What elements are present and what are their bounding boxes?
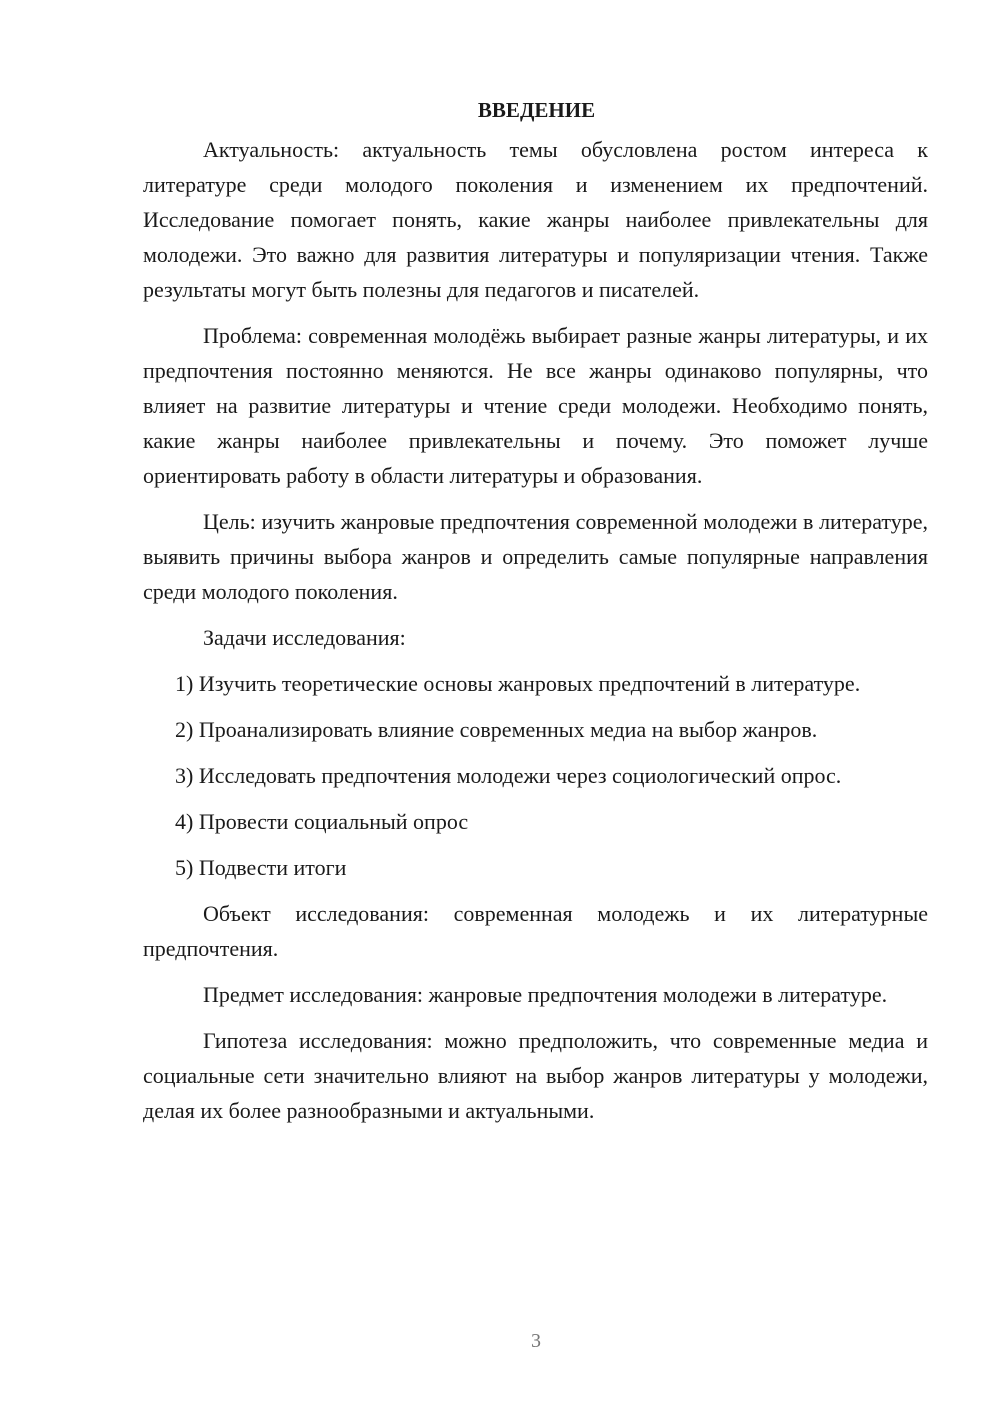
section-heading: ВВЕДЕНИЕ	[477, 98, 596, 122]
object-paragraph: Объект исследования: современная молодежь и их литературные предпочтения.	[143, 901, 928, 961]
hypothesis-paragraph: Гипотеза исследования: можно предположить, что современные медиа и социальные сети значительно влияют на выбор жанров литературы у молодежи, делая их более разнообразными и актуальными.	[143, 1028, 928, 1123]
document-page	[143, 92, 928, 1139]
goal-paragraph: Цель: изучить жанровые предпочтения современной молодежи в литературе, выявить причины выбора жанров и определить самые популярные направления среди молодого поколения.	[143, 509, 928, 604]
subject-paragraph: Предмет исследования: жанровые предпочтения молодежи в литературе.	[203, 982, 888, 1007]
task-item-2: 2) Проанализировать влияние современных медиа на выбор жанров.	[175, 717, 818, 742]
task-item-1: 1) Изучить теоретические основы жанровых предпочтений в литературе.	[175, 671, 861, 696]
task-item-3: 3) Исследовать предпочтения молодежи через социологический опрос.	[175, 763, 842, 788]
task-item-5: 5) Подвести итоги	[175, 855, 347, 880]
task-item-4: 4) Провести социальный опрос	[175, 809, 469, 834]
tasks-intro: Задачи исследования:	[203, 625, 406, 650]
relevance-paragraph: Актуальность: актуальность темы обусловлена ростом интереса к литературе среди молодого поколения и изменением их предпочтений. Исследование помогает понять, какие жанры наиболее привлекательны для молодежи. Это важно для развития литературы и популяризации чтения. Также результаты могут быть полезны для педагогов и писателей.	[143, 137, 928, 302]
page-number: 3	[531, 1330, 541, 1352]
problem-paragraph: Проблема: современная молодёжь выбирает разные жанры литературы, и их предпочтения постоянно меняются. Не все жанры одинаково популярны, что влияет на развитие литературы и чтение среди молодежи. Необходимо понять, какие жанры наиболее привлекательны и почему. Это поможет лучше ориентировать работу в области литературы и образования.	[143, 323, 928, 488]
